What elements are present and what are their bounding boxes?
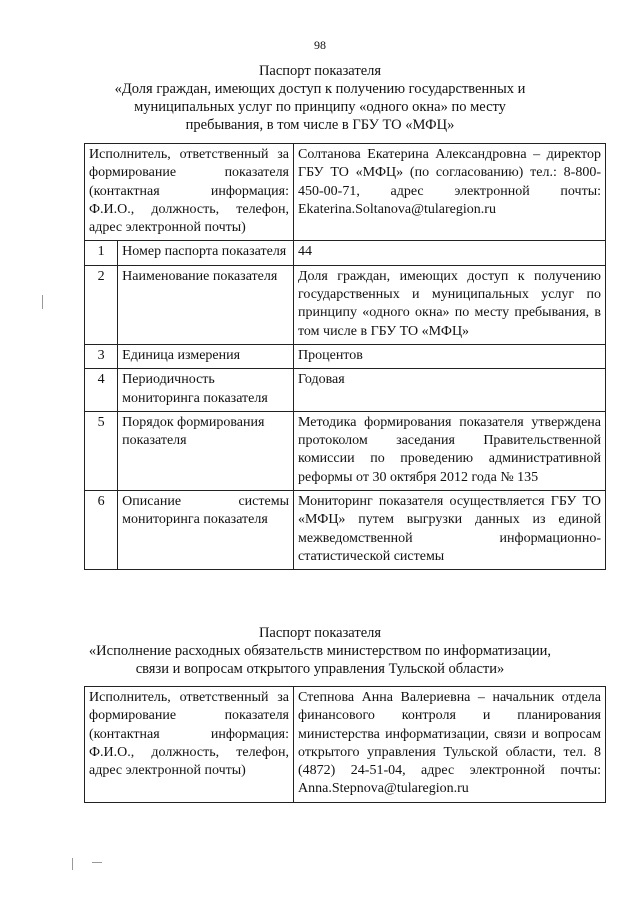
table-row (85, 144, 606, 241)
row-label: Периодичность мониторинга показателя (118, 369, 294, 412)
row-number: 6 (85, 491, 118, 570)
table-row (85, 265, 606, 344)
passport-2-title (80, 624, 560, 678)
scan-mark (92, 862, 102, 863)
passport-1-subtitle: «Доля граждан, имеющих доступ к получению государственных и муниципальных услуг по принципу «одного окна» по месту пребывания, в том числе в ГБУ ТО «МФЦ» (114, 81, 526, 133)
passport-1-heading: Паспорт показателя (258, 63, 382, 79)
row-value: Годовая (294, 369, 606, 412)
row-value: 44 (294, 241, 606, 265)
table-row (85, 491, 606, 570)
table-row (85, 687, 606, 803)
passport-2-table (84, 686, 606, 803)
row-value: Процентов (294, 344, 606, 368)
passport-2-heading: Паспорт показателя (258, 625, 382, 641)
row-label: Номер паспорта показателя (118, 241, 294, 265)
row-value: Методика формирования показателя утверждена протоколом заседания Правительственной комиссии по проведению административной реформы от 30 октября 2012 года № 135 (294, 411, 606, 490)
row-label: Единица измерения (118, 344, 294, 368)
row-label: Описание системы мониторинга показателя (118, 491, 294, 570)
table-row (85, 411, 606, 490)
executor-value: Степнова Анна Валериевна – начальник отдела финансового контроля и планирования министерства информатизации, связи и вопросам открытого управления Тульской области, тел. 8 (4872) 24-51-04, адрес электронной почты: Anna.Stepnova@tularegion.ru (294, 687, 606, 803)
row-label: Порядок формирования показателя (118, 411, 294, 490)
passport-2-subtitle: «Исполнение расходных обязательств министерством по информатизации, связи и вопросам открытого управления Тульской области» (88, 643, 552, 677)
row-number: 1 (85, 241, 118, 265)
row-label: Наименование показателя (118, 265, 294, 344)
passport-1-table (84, 143, 606, 570)
row-number: 3 (85, 344, 118, 368)
table-row (85, 344, 606, 368)
row-number: 4 (85, 369, 118, 412)
page-number: 98 (314, 38, 326, 52)
row-number: 2 (85, 265, 118, 344)
passport-1-title (95, 62, 545, 134)
executor-label: Исполнитель, ответственный за формирование показателя (контактная информация: Ф.И.О., должность, телефон, адрес электронной почты) (85, 687, 294, 803)
executor-label: Исполнитель, ответственный за формирование показателя (контактная информация: Ф.И.О., должность, телефон, адрес электронной почты) (85, 144, 294, 241)
scan-mark (72, 858, 73, 870)
row-value: Мониторинг показателя осуществляется ГБУ ТО «МФЦ» путем выгрузки данных из единой межведомственной информационно-статистической системы (294, 491, 606, 570)
row-number: 5 (85, 411, 118, 490)
table-row (85, 369, 606, 412)
row-value: Доля граждан, имеющих доступ к получению государственных и муниципальных услуг по принципу «одного окна» по месту пребывания, в том числе в ГБУ ТО «МФЦ» (294, 265, 606, 344)
scan-mark (42, 295, 43, 309)
table-row (85, 241, 606, 265)
executor-value: Солтанова Екатерина Александровна – директор ГБУ ТО «МФЦ» (по согласованию) тел.: 8-800-450-00-71, адрес электронной почты: Ekaterina.Soltanova@tularegion.ru (294, 144, 606, 241)
